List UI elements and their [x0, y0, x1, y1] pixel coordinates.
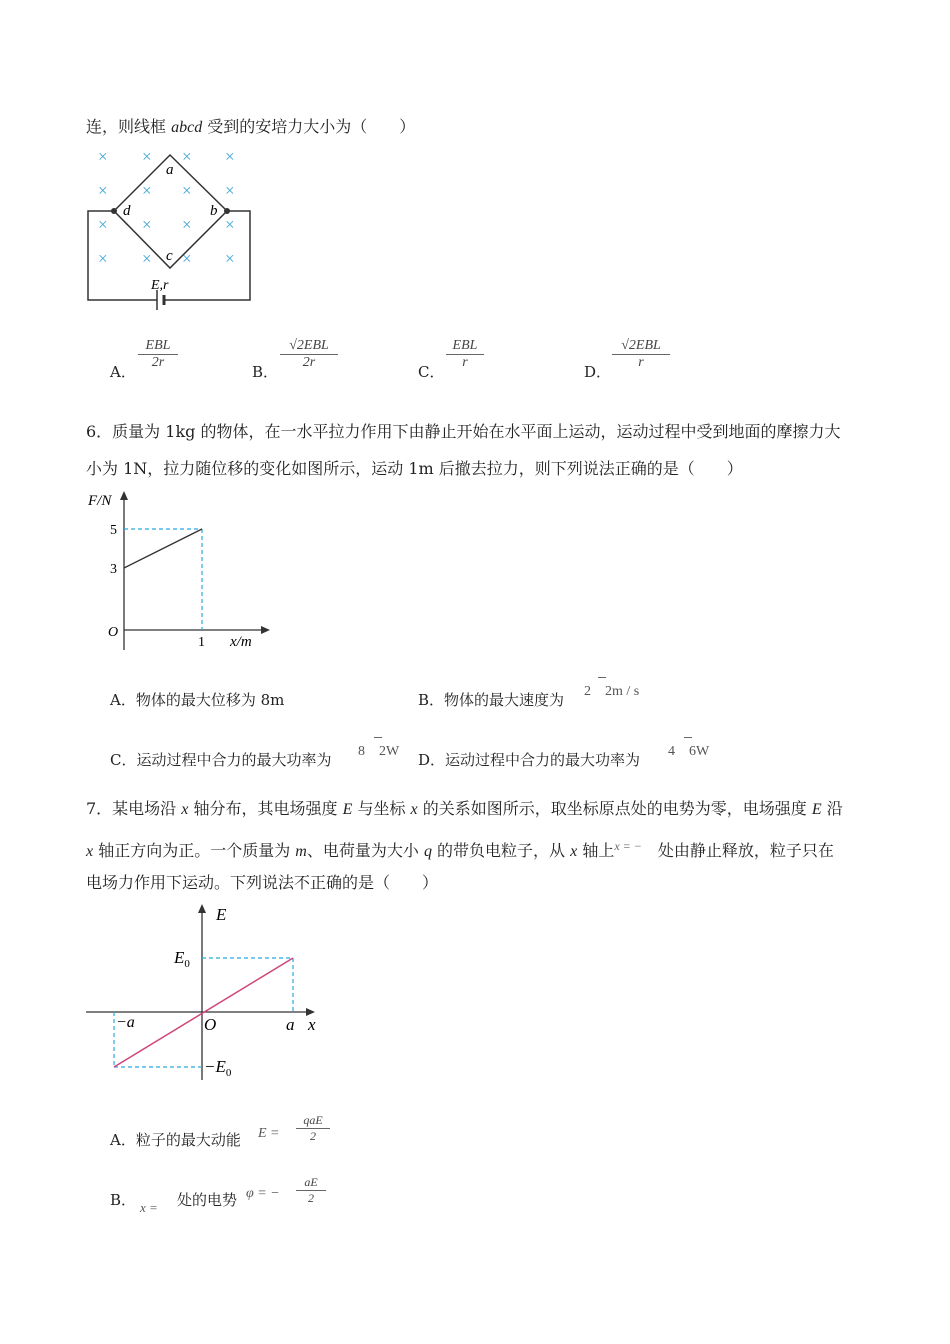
x-axis-label: x/m [230, 634, 252, 650]
q7-option-b-fraction [296, 1175, 326, 1206]
q7-l2-b: 、电荷量为大小 [306, 841, 424, 860]
field-cross-icon: × [98, 215, 108, 234]
q7-stem-line1 [86, 798, 843, 821]
label-c: c [166, 248, 173, 264]
q7-option-a-num: qaE [296, 1113, 330, 1129]
q7-l1-E2: E [811, 801, 822, 818]
label-b: b [210, 203, 218, 219]
q6-option-b-math: 2 2m / s [584, 684, 640, 699]
q7-option-b-text: 处的电势 [162, 1191, 238, 1209]
q7-option-a-math: E = [258, 1126, 280, 1141]
q5-option-d-fraction[interactable] [612, 338, 670, 371]
q7-stem-line3: 电场力作用下运动。下列说法不正确的是（ ） [86, 873, 439, 892]
e0-label: $E_0$ [174, 948, 190, 970]
field-cross-icon: × [142, 249, 152, 268]
origin-label: O [108, 625, 119, 640]
q5-option-b-fraction[interactable] [280, 338, 338, 371]
field-cross-icon: × [98, 147, 108, 166]
q7-l1-d: 的关系如图所示，取坐标原点处的电势为零，电场强度 [417, 799, 812, 818]
y-axis-label: F/N [88, 493, 112, 509]
q5-option-d-letter[interactable]: D． [584, 363, 612, 381]
y-axis-arrow-icon [198, 904, 206, 913]
field-cross-icon: × [225, 181, 235, 200]
q6-option-c[interactable] [110, 750, 331, 770]
q5-stem [86, 116, 415, 139]
q7-l2-x2: x [570, 843, 578, 860]
q5-option-c-den: r [462, 355, 468, 370]
q5-option-b-num: √2EBL [280, 338, 338, 355]
q5-circuit-figure [80, 140, 270, 310]
q6-option-c-math: 8 2W [358, 744, 400, 759]
q6-stem-line2: 小为 1N，拉力随位移的变化如图所示，运动 1m 后撤去拉力，则下列说法正确的是（ ） [86, 459, 743, 478]
y-axis-label: E [216, 905, 227, 924]
q7-l2-d: 轴上 [577, 841, 615, 860]
field-cross-icon: × [182, 147, 192, 166]
q7-l2-m: m [295, 843, 307, 860]
q6-option-b[interactable] [418, 690, 564, 710]
y-axis-arrow-icon [120, 491, 128, 500]
q7-option-b-den: 2 [308, 1191, 314, 1205]
tick-5: 5 [110, 523, 117, 538]
q6-option-d-text: D．运动过程中合力的最大功率为 [418, 751, 641, 769]
q7-l1-b: 轴分布，其电场强度 [188, 799, 343, 818]
field-cross-icon: × [225, 147, 235, 166]
q7-l2-q: q [423, 843, 432, 860]
q7-option-a-text: A．粒子的最大动能 [110, 1131, 241, 1149]
field-cross-icon: × [142, 147, 152, 166]
field-cross-icon: × [182, 249, 192, 268]
node-d [111, 208, 117, 214]
tick-1: 1 [198, 635, 205, 650]
q5-option-d-den: r [638, 355, 644, 370]
q7-l2-a: 轴正方向为正。一个质量为 [93, 841, 296, 860]
tick-3: 3 [110, 562, 117, 577]
q7-field-graph [86, 900, 336, 1085]
q5-stem-post: 受到的安培力大小为（ ） [202, 117, 416, 136]
q5-stem-var: abcd [171, 119, 203, 136]
q5-stem-pre: 连，则线框 [86, 117, 172, 136]
q5-option-d-num: √2EBL [612, 338, 670, 355]
q7-l1-x: x [181, 801, 189, 818]
q5-option-c-num: EBL [446, 338, 484, 355]
q7-stem-line2 [86, 835, 834, 863]
label-d: d [123, 203, 131, 219]
q7-l2-e: 处由静止释放，粒子只在 [641, 841, 834, 860]
field-cross-icon: × [182, 181, 192, 200]
x-axis-label: x [308, 1015, 316, 1034]
q7-l1-E: E [342, 801, 353, 818]
q5-option-a-letter[interactable]: A． [110, 363, 136, 381]
neg-a-label: −a [116, 1014, 135, 1031]
q5-option-c-fraction[interactable] [446, 338, 484, 371]
q6-option-a[interactable]: A．物体的最大位移为 8m [110, 691, 285, 709]
q7-option-a-den: 2 [310, 1129, 316, 1143]
q5-option-a-fraction[interactable] [138, 338, 178, 371]
q7-option-b-num: aE [296, 1175, 326, 1191]
q5-option-b-letter[interactable]: B． [252, 363, 279, 381]
q5-option-c-letter[interactable]: C． [418, 363, 445, 381]
q7-l2-math: x = − [614, 839, 642, 853]
q7-l1-a: 7．某电场沿 [86, 799, 182, 818]
force-line [124, 529, 202, 568]
label-a: a [166, 162, 174, 178]
q7-l1-c: 与坐标 [352, 799, 411, 818]
origin-label: O [204, 1015, 217, 1034]
q5-option-a-num: EBL [138, 338, 178, 355]
q7-l1-e: 沿 [821, 799, 843, 818]
q6-stem-line1: 6．质量为 1kg 的物体，在一水平拉力作用下由静止开始在水平面上运动，运动过程中受到地面的摩擦力大 [86, 422, 841, 441]
field-cross-icon: × [142, 181, 152, 200]
q5-option-a-den: 2r [151, 355, 165, 370]
neg-e0-label: $-E_0$ [204, 1057, 232, 1079]
q6-option-b-sqrt-bar [598, 677, 606, 678]
node-b [224, 208, 230, 214]
field-cross-icon: × [182, 215, 192, 234]
q7-option-b[interactable] [110, 1190, 136, 1210]
q6-option-d[interactable] [418, 750, 640, 770]
q7-option-b-math2: φ = − [246, 1186, 280, 1201]
q6-force-graph [86, 488, 276, 658]
a-label: a [286, 1015, 295, 1034]
q7-option-b-letter: B． [110, 1191, 137, 1209]
field-cross-icon: × [225, 215, 235, 234]
q7-option-a-fraction [296, 1113, 330, 1144]
q6-option-c-sqrt-bar [374, 737, 382, 738]
label-source: E,r [151, 278, 169, 293]
field-cross-icon: × [225, 249, 235, 268]
field-cross-icon: × [98, 181, 108, 200]
q7-option-b-math1: x = [140, 1200, 158, 1215]
q7-l2-c: 的带负电粒子，从 [431, 841, 571, 860]
q6-option-b-text: B．物体的最大速度为 [418, 691, 565, 709]
q6-option-d-math: 4 6W [668, 744, 710, 759]
q5-option-b-den: 2r [302, 355, 316, 370]
q6-option-c-text: C．运动过程中合力的最大功率为 [110, 751, 332, 769]
q7-option-a[interactable] [110, 1130, 241, 1150]
q7-l2-x: x [86, 843, 94, 860]
field-cross-icon: × [142, 215, 152, 234]
x-axis-arrow-icon [261, 626, 270, 634]
q6-option-d-sqrt-bar [684, 737, 692, 738]
q7-l1-x2: x [410, 801, 418, 818]
field-cross-icon: × [98, 249, 108, 268]
